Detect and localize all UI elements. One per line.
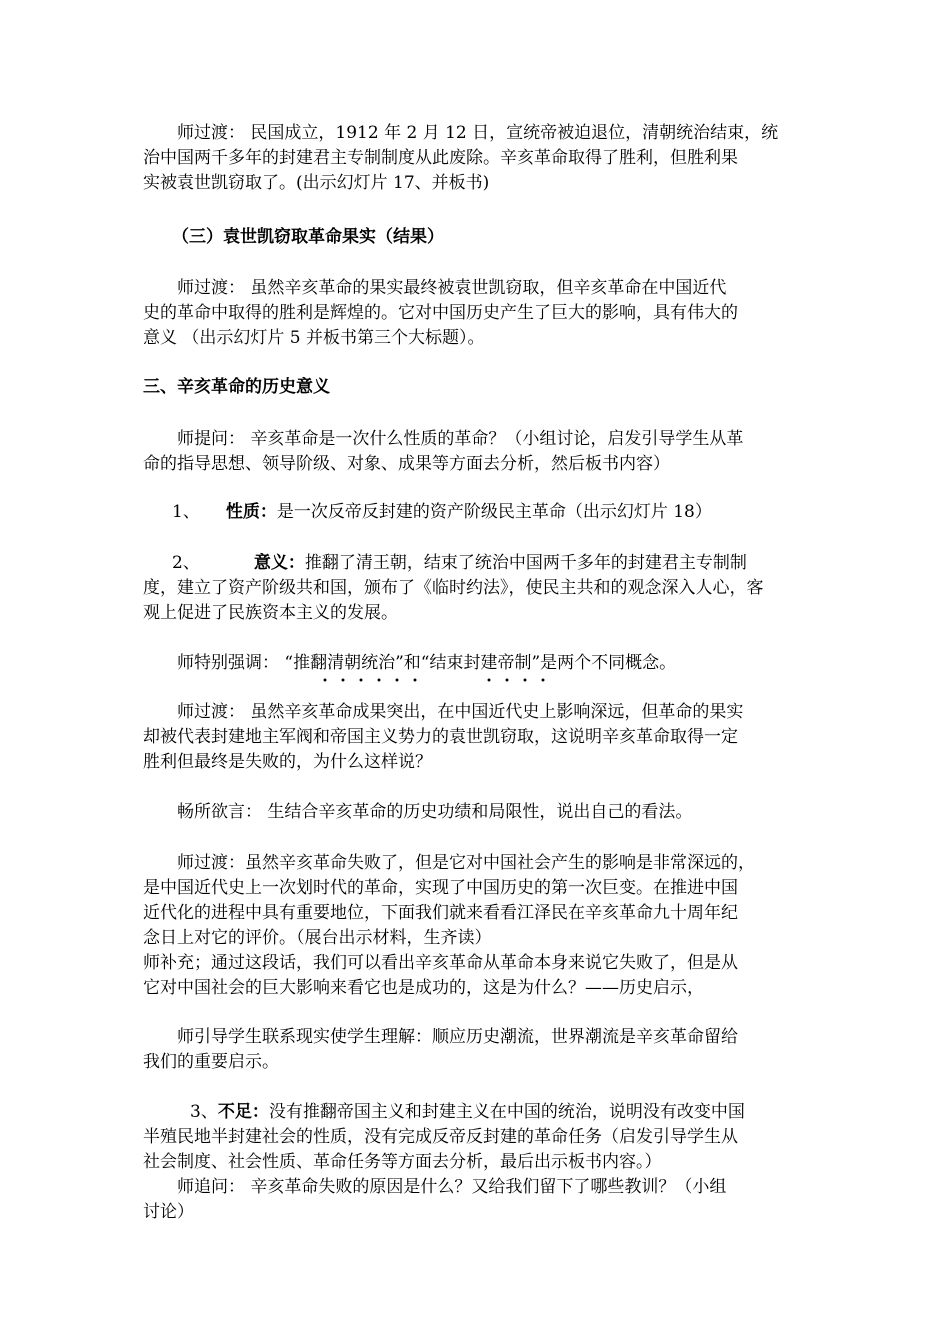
list-item-nature bbox=[172, 500, 840, 525]
list-text: 是一次反帝反封建的资产阶级民主革命（出示幻灯片 18） bbox=[276, 502, 712, 522]
paragraph-transition-3 bbox=[143, 700, 811, 775]
text-line: 师过渡：虽然辛亥革命失败了，但是它对中国社会产生的影响是非常深远的， bbox=[143, 853, 755, 873]
paragraph-question bbox=[143, 427, 811, 477]
text-line: 近代化的进程中具有重要地位，下面我们就来看看江泽民在辛亥革命九十周年纪 bbox=[143, 903, 738, 923]
text-line: 观上促进了民族资本主义的发展。 bbox=[143, 603, 398, 623]
list-text: 推翻了清王朝，结束了统治中国两千多年的封建君主专制制 bbox=[304, 553, 747, 573]
list-number: 2、 bbox=[172, 553, 200, 573]
paragraph-transition-2 bbox=[143, 276, 811, 351]
text-line: 我们的重要启示。 bbox=[143, 1052, 279, 1072]
text-line: 社会制度、社会性质、革命任务等方面去分析，最后出示板书内容。） bbox=[143, 1152, 662, 1172]
text-line: 师提问： 辛亥革命是一次什么性质的革命？（小组讨论，启发引导学生从革 bbox=[143, 429, 744, 449]
text-line: 念日上对它的评价。（展台出示材料，生齐读） bbox=[143, 928, 492, 948]
text-line: 讨论） bbox=[143, 1202, 194, 1222]
text-line: 史的革命中取得的胜利是辉煌的。它对中国历史产生了巨大的影响，具有伟大的 bbox=[143, 303, 738, 323]
emphasis-dots bbox=[480, 677, 552, 683]
list-text: 没有推翻帝国主义和封建主义在中国的统治，说明没有改变中国 bbox=[268, 1102, 745, 1122]
text-line: 意义 （出示幻灯片 5 并板书第三个大标题）。 bbox=[143, 328, 485, 348]
text-line: 命的指导思想、领导阶级、对象、成果等方面去分析，然后板书内容） bbox=[143, 454, 670, 474]
text-line: 它对中国社会的巨大影响来看它也是成功的，这是为什么？——历史启示， bbox=[143, 978, 704, 998]
text-line: 师补充；通过这段话，我们可以看出辛亥革命从革命本身来说它失败了，但是从 bbox=[143, 953, 738, 973]
section-heading-significance: 三、辛亥革命的历史意义 bbox=[143, 377, 330, 397]
list-label: 性质： bbox=[225, 502, 277, 522]
text-line: 师过渡： 民国成立，1912 年 2 月 12 日，宣统帝被迫退位，清朝统治结束，统 bbox=[143, 123, 779, 143]
paragraph-emphasis: 师特别强调： “推翻清朝统治”和“结束封建帝制”是两个不同概念。 bbox=[143, 653, 677, 673]
list-label: 不足： bbox=[217, 1102, 269, 1122]
text-line: 师引导学生联系现实使学生理解：顺应历史潮流，世界潮流是辛亥革命留给 bbox=[143, 1027, 738, 1047]
text-line: 半殖民地半封建社会的性质，没有完成反帝反封建的革命任务（启发引导学生从 bbox=[143, 1127, 738, 1147]
paragraph-shortcoming-cont bbox=[143, 1125, 811, 1225]
paragraph-significance-cont bbox=[143, 576, 811, 626]
text-line: 胜利但最终是失败的，为什么这样说？ bbox=[143, 752, 432, 772]
paragraph-discussion: 畅所欲言： 生结合辛亥革命的历史功绩和局限性，说出自己的看法。 bbox=[143, 802, 693, 822]
paragraph-guidance bbox=[143, 1025, 811, 1075]
text-line: 治中国两千多年的封建君主专制制度从此废除。辛亥革命取得了胜利，但胜利果 bbox=[143, 148, 738, 168]
emphasis-dots bbox=[316, 677, 424, 683]
list-item-shortcoming bbox=[190, 1100, 858, 1125]
list-item-significance bbox=[172, 551, 840, 576]
paragraph-transition-1 bbox=[143, 121, 811, 196]
list-number: 1、 bbox=[172, 502, 200, 522]
section-heading-yuan-shikai: （三）袁世凯窃取革命果实（结果） bbox=[172, 227, 444, 247]
text-line: 师过渡： 虽然辛亥革命的果实最终被袁世凯窃取，但辛亥革命在中国近代 bbox=[143, 278, 727, 298]
text-line: 师追问： 辛亥革命失败的原因是什么？又给我们留下了哪些教训？（小组 bbox=[143, 1177, 727, 1197]
list-label: 意义： bbox=[253, 553, 305, 573]
paragraph-transition-4 bbox=[143, 851, 811, 1001]
text-line: 却被代表封建地主军阀和帝国主义势力的袁世凯窃取，这说明辛亥革命取得一定 bbox=[143, 727, 738, 747]
text-line: 是中国近代史上一次划时代的革命，实现了中国历史的第一次巨变。在推进中国 bbox=[143, 878, 738, 898]
list-number: 3、 bbox=[190, 1102, 218, 1122]
text-line: 度，建立了资产阶级共和国，颁布了《临时约法》，使民主共和的观念深入人心，客 bbox=[143, 578, 764, 598]
text-line: 师过渡： 虽然辛亥革命成果突出，在中国近代史上影响深远，但革命的果实 bbox=[143, 702, 744, 722]
text-line: 实被袁世凯窃取了。(出示幻灯片 17、并板书) bbox=[143, 173, 490, 193]
